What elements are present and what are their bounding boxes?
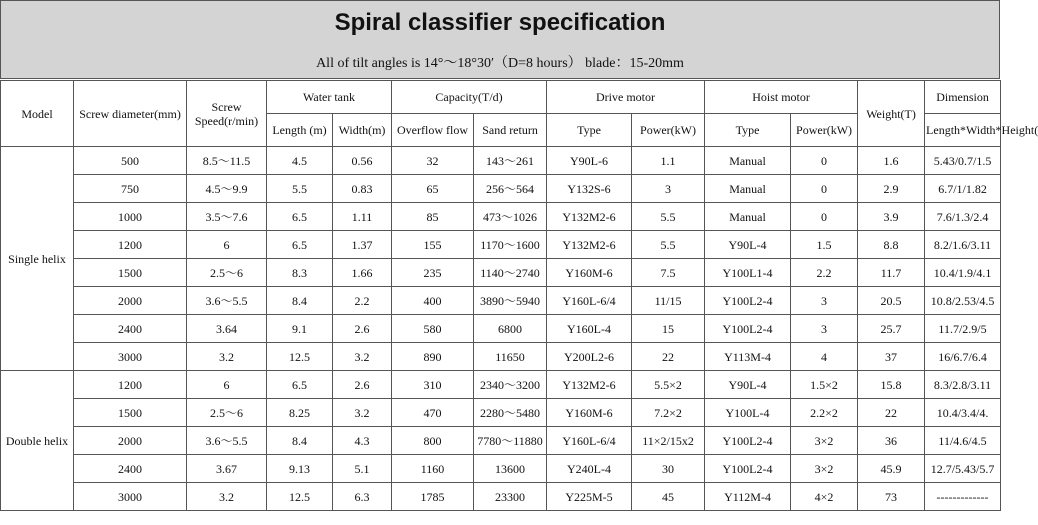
table-cell: 3.6～5.5 <box>187 427 267 455</box>
table-cell: 3×2 <box>791 427 858 455</box>
header-drive-motor: Drive motor <box>547 81 705 114</box>
table-cell: Manual <box>705 147 791 175</box>
header-screw-diameter: Screw diameter(mm) <box>74 81 187 147</box>
table-cell: 3.64 <box>187 315 267 343</box>
table-cell: 10.4/3.4/4. <box>925 399 1001 427</box>
table-cell: 2000 <box>74 287 187 315</box>
table-cell: 8.2/1.6/3.11 <box>925 231 1001 259</box>
table-cell: 13600 <box>474 455 547 483</box>
table-cell: 3.5～7.6 <box>187 203 267 231</box>
table-cell: 2.6 <box>333 315 392 343</box>
table-header <box>1 81 1038 147</box>
table-body <box>1 147 1001 511</box>
table-cell: 11.7 <box>858 259 925 287</box>
table-cell: 65 <box>392 175 474 203</box>
table-cell: Y160L-4 <box>547 315 632 343</box>
table-cell: 1.6 <box>858 147 925 175</box>
table-cell: 0 <box>791 203 858 231</box>
table-cell: 1.11 <box>333 203 392 231</box>
table-cell: 3 <box>791 287 858 315</box>
table-cell: 1.5×2 <box>791 371 858 399</box>
table-cell: Y100L2-4 <box>705 287 791 315</box>
table-cell: 5.43/0.7/1.5 <box>925 147 1001 175</box>
table-row <box>1 315 1001 343</box>
table-cell: 7.2×2 <box>632 399 705 427</box>
table-row <box>1 399 1001 427</box>
table-cell: 6 <box>187 231 267 259</box>
table-cell: Y160M-6 <box>547 399 632 427</box>
table-row <box>1 147 1001 175</box>
table-cell: 400 <box>392 287 474 315</box>
table-cell: 0.56 <box>333 147 392 175</box>
table-cell: 310 <box>392 371 474 399</box>
table-cell: 5.5 <box>267 175 333 203</box>
table-cell: 7780～11880 <box>474 427 547 455</box>
table-row <box>1 231 1001 259</box>
table-cell: Y132M2-6 <box>547 203 632 231</box>
table-cell: 6.5 <box>267 231 333 259</box>
model-cell: Double helix <box>1 371 74 511</box>
table-cell: 11/4.6/4.5 <box>925 427 1001 455</box>
table-cell: 2.2×2 <box>791 399 858 427</box>
table-cell: 16/6.7/6.4 <box>925 343 1001 371</box>
table-cell: 3.67 <box>187 455 267 483</box>
table-cell: 6.7/1/1.82 <box>925 175 1001 203</box>
table-cell: 85 <box>392 203 474 231</box>
table-cell: 2400 <box>74 455 187 483</box>
table-cell: 6.5 <box>267 203 333 231</box>
table-cell: Y90L-4 <box>705 231 791 259</box>
table-cell: Manual <box>705 175 791 203</box>
table-cell: 10.4/1.9/4.1 <box>925 259 1001 287</box>
table-cell: Y113M-4 <box>705 343 791 371</box>
table-cell: 73 <box>858 483 925 511</box>
table-cell: 7.6/1.3/2.4 <box>925 203 1001 231</box>
table-cell: 2280～5480 <box>474 399 547 427</box>
table-row <box>1 455 1001 483</box>
table-cell: 32 <box>392 147 474 175</box>
table-cell: 4 <box>791 343 858 371</box>
table-cell: 500 <box>74 147 187 175</box>
table-cell: Y90L-4 <box>705 371 791 399</box>
table-cell: 0.83 <box>333 175 392 203</box>
table-row <box>1 483 1001 511</box>
table-cell: Y160L-6/4 <box>547 287 632 315</box>
header-dimension-sub: Length*Width*Height( <box>925 114 1001 147</box>
table-cell: 5.5×2 <box>632 371 705 399</box>
header-screw-speed: Screw Speed(r/min) <box>187 81 267 147</box>
table-cell: 12.7/5.43/5.7 <box>925 455 1001 483</box>
table-cell: 8.3 <box>267 259 333 287</box>
table-cell: 470 <box>392 399 474 427</box>
model-cell: Single helix <box>1 147 74 371</box>
table-cell: 1500 <box>74 259 187 287</box>
table-cell: 1.66 <box>333 259 392 287</box>
table-cell: Y132M2-6 <box>547 371 632 399</box>
header-hoist-power: Power(kW) <box>791 114 858 147</box>
table-cell: 580 <box>392 315 474 343</box>
table-cell: 30 <box>632 455 705 483</box>
table-cell: 3.9 <box>858 203 925 231</box>
table-cell: 1200 <box>74 371 187 399</box>
table-cell: 8.8 <box>858 231 925 259</box>
table-cell: Y100L2-4 <box>705 455 791 483</box>
table-cell: 473～1026 <box>474 203 547 231</box>
header-model: Model <box>1 81 74 147</box>
table-cell: Y225M-5 <box>547 483 632 511</box>
table-cell: 6800 <box>474 315 547 343</box>
header-width: Width(m) <box>333 114 392 147</box>
header-hoist-motor: Hoist motor <box>705 81 858 114</box>
table-cell: Y200L2-6 <box>547 343 632 371</box>
table-cell: 4.5～9.9 <box>187 175 267 203</box>
table-cell: 890 <box>392 343 474 371</box>
table-cell: 25.7 <box>858 315 925 343</box>
table-cell: 2400 <box>74 315 187 343</box>
table-cell: Y132S-6 <box>547 175 632 203</box>
table-cell: Y160M-6 <box>547 259 632 287</box>
table-cell: Y100L-4 <box>705 399 791 427</box>
table-cell: 1500 <box>74 399 187 427</box>
table-cell: 12.5 <box>267 483 333 511</box>
table-cell: 0 <box>791 175 858 203</box>
table-row <box>1 343 1001 371</box>
table-cell: 3.2 <box>333 343 392 371</box>
table-cell: 45 <box>632 483 705 511</box>
table-cell: 10.8/2.53/4.5 <box>925 287 1001 315</box>
table-cell: 8.4 <box>267 287 333 315</box>
table-cell: 2.5～6 <box>187 399 267 427</box>
table-cell: 7.5 <box>632 259 705 287</box>
table-cell: Y160L-6/4 <box>547 427 632 455</box>
page-title: Spiral classifier specification <box>0 0 1000 46</box>
table-cell: 3.2 <box>187 483 267 511</box>
table-row <box>1 427 1001 455</box>
table-cell: 37 <box>858 343 925 371</box>
table-cell: 256～564 <box>474 175 547 203</box>
header-drive-power: Power(kW) <box>632 114 705 147</box>
table-cell: 750 <box>74 175 187 203</box>
table-cell: 11×2/15x2 <box>632 427 705 455</box>
table-cell: 4.5 <box>267 147 333 175</box>
header-hoist-type: Type <box>705 114 791 147</box>
table-cell: 3.2 <box>187 343 267 371</box>
table-row <box>1 175 1001 203</box>
table-cell: 3 <box>632 175 705 203</box>
table-cell: 11.7/2.9/5 <box>925 315 1001 343</box>
table-cell: 235 <box>392 259 474 287</box>
table-cell: 143～261 <box>474 147 547 175</box>
table-cell: 6.5 <box>267 371 333 399</box>
table-cell: Y240L-4 <box>547 455 632 483</box>
table-cell: 2340～3200 <box>474 371 547 399</box>
table-cell: 1170～1600 <box>474 231 547 259</box>
table-cell: 8.25 <box>267 399 333 427</box>
header-length: Length (m) <box>267 114 333 147</box>
table-cell: 2.6 <box>333 371 392 399</box>
header-drive-type: Type <box>547 114 632 147</box>
table-cell: 800 <box>392 427 474 455</box>
table-cell: Y132M2-6 <box>547 231 632 259</box>
table-cell: 1000 <box>74 203 187 231</box>
table-cell: 3×2 <box>791 455 858 483</box>
table-cell: 22 <box>858 399 925 427</box>
table-cell: 4×2 <box>791 483 858 511</box>
table-cell: 23300 <box>474 483 547 511</box>
table-row <box>1 259 1001 287</box>
table-cell: 1.5 <box>791 231 858 259</box>
table-cell: 2.9 <box>858 175 925 203</box>
table-cell: Manual <box>705 203 791 231</box>
header-sand-return: Sand return <box>474 114 547 147</box>
table-cell: 5.1 <box>333 455 392 483</box>
table-row <box>1 287 1001 315</box>
table-cell: 3000 <box>74 343 187 371</box>
spec-table <box>0 80 1038 511</box>
table-cell: 8.3/2.8/3.11 <box>925 371 1001 399</box>
table-cell: 2.5～6 <box>187 259 267 287</box>
table-cell: 3000 <box>74 483 187 511</box>
table-cell: 15 <box>632 315 705 343</box>
table-cell: ------------- <box>925 483 1001 511</box>
header-capacity: Capacity(T/d) <box>392 81 547 114</box>
table-cell: 6 <box>187 371 267 399</box>
table-cell: 1.1 <box>632 147 705 175</box>
table-cell: 11/15 <box>632 287 705 315</box>
table-cell: 1.37 <box>333 231 392 259</box>
table-row <box>1 371 1001 399</box>
table-cell: 1200 <box>74 231 187 259</box>
header-weight: Weight(T) <box>858 81 925 147</box>
header-water-tank: Water tank <box>267 81 392 114</box>
table-cell: 155 <box>392 231 474 259</box>
table-cell: 3.6～5.5 <box>187 287 267 315</box>
table-cell: 1140～2740 <box>474 259 547 287</box>
table-cell: 3.2 <box>333 399 392 427</box>
header-overflow: Overflow flow <box>392 114 474 147</box>
table-cell: 0 <box>791 147 858 175</box>
table-cell: 9.13 <box>267 455 333 483</box>
table-cell: 8.4 <box>267 427 333 455</box>
table-cell: 1160 <box>392 455 474 483</box>
page-subtitle: All of tilt angles is 14°～18°30′（D=8 hours） blade：15-20mm <box>0 45 1000 79</box>
table-cell: 1785 <box>392 483 474 511</box>
table-cell: 8.5～11.5 <box>187 147 267 175</box>
table-cell: 36 <box>858 427 925 455</box>
table-cell: 6.3 <box>333 483 392 511</box>
table-cell: 12.5 <box>267 343 333 371</box>
table-cell: 2000 <box>74 427 187 455</box>
table-cell: Y100L2-4 <box>705 427 791 455</box>
header-dimension: Dimension <box>925 81 1001 114</box>
table-cell: 5.5 <box>632 203 705 231</box>
table-cell: Y100L2-4 <box>705 315 791 343</box>
table-cell: 22 <box>632 343 705 371</box>
table-cell: Y90L-6 <box>547 147 632 175</box>
table-cell: 11650 <box>474 343 547 371</box>
table-cell: 3 <box>791 315 858 343</box>
table-cell: Y100L1-4 <box>705 259 791 287</box>
table-cell: 9.1 <box>267 315 333 343</box>
table-cell: Y112M-4 <box>705 483 791 511</box>
table-cell: 20.5 <box>858 287 925 315</box>
table-row <box>1 203 1001 231</box>
table-cell: 15.8 <box>858 371 925 399</box>
table-cell: 2.2 <box>333 287 392 315</box>
table-cell: 2.2 <box>791 259 858 287</box>
table-cell: 45.9 <box>858 455 925 483</box>
table-cell: 5.5 <box>632 231 705 259</box>
table-cell: 4.3 <box>333 427 392 455</box>
table-cell: 3890～5940 <box>474 287 547 315</box>
